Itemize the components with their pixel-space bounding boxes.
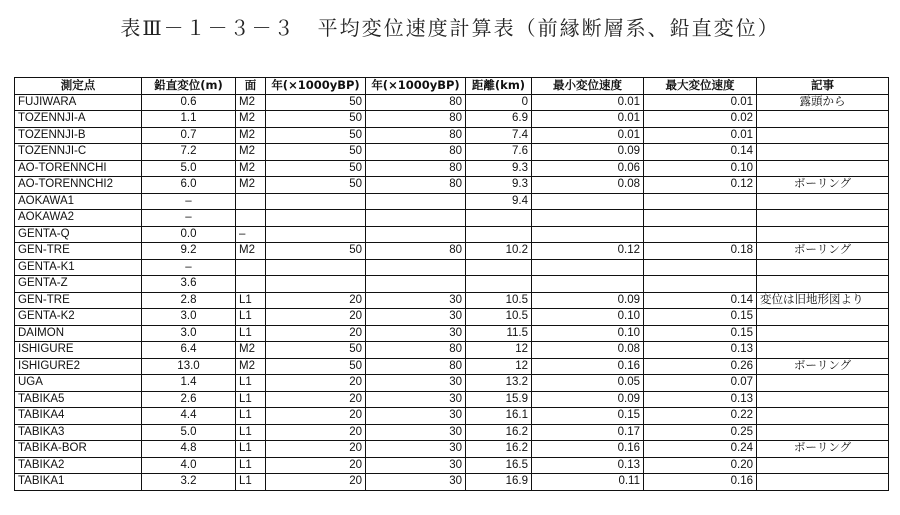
table-row — [15, 292, 889, 309]
cell-surface: M2 — [236, 243, 266, 260]
cell-distance: 16.5 — [466, 457, 532, 474]
cell-note — [757, 325, 889, 342]
cell-note: 露頭から — [757, 94, 889, 111]
cell-age-min: 20 — [266, 457, 366, 474]
cell-surface: L1 — [236, 424, 266, 441]
cell-age-min: 20 — [266, 408, 366, 425]
cell-age-max: 30 — [366, 424, 466, 441]
cell-min-rate: 0.12 — [532, 243, 644, 260]
cell-displacement: – — [142, 210, 236, 227]
cell-distance: 0 — [466, 94, 532, 111]
cell-distance: 9.3 — [466, 177, 532, 194]
cell-max-rate: 0.26 — [644, 358, 757, 375]
cell-age-min — [266, 193, 366, 210]
cell-displacement: – — [142, 193, 236, 210]
cell-surface: L1 — [236, 474, 266, 491]
cell-distance — [466, 210, 532, 227]
cell-surface: M2 — [236, 127, 266, 144]
cell-max-rate — [644, 226, 757, 243]
table-row — [15, 111, 889, 128]
cell-note — [757, 391, 889, 408]
cell-age-max: 80 — [366, 358, 466, 375]
cell-displacement: 1.4 — [142, 375, 236, 392]
cell-surface — [236, 276, 266, 293]
cell-displacement: 0.6 — [142, 94, 236, 111]
table-row — [15, 309, 889, 326]
table-header-row — [15, 78, 889, 95]
cell-point: TABIKA5 — [15, 391, 142, 408]
cell-min-rate: 0.05 — [532, 375, 644, 392]
cell-point: TABIKA-BOR — [15, 441, 142, 458]
cell-age-max: 30 — [366, 441, 466, 458]
cell-note — [757, 111, 889, 128]
cell-note — [757, 408, 889, 425]
table-row — [15, 127, 889, 144]
table-row — [15, 375, 889, 392]
cell-note: ボーリング — [757, 243, 889, 260]
cell-point: GEN-TRE — [15, 243, 142, 260]
cell-age-max — [366, 193, 466, 210]
cell-point: GENTA-K1 — [15, 259, 142, 276]
cell-age-min — [266, 226, 366, 243]
cell-displacement: 4.4 — [142, 408, 236, 425]
table-row — [15, 391, 889, 408]
cell-displacement: 2.8 — [142, 292, 236, 309]
cell-distance — [466, 276, 532, 293]
cell-min-rate — [532, 226, 644, 243]
cell-min-rate: 0.16 — [532, 441, 644, 458]
cell-displacement: 5.0 — [142, 424, 236, 441]
cell-point: TABIKA4 — [15, 408, 142, 425]
cell-distance: 10.5 — [466, 309, 532, 326]
cell-surface: L1 — [236, 375, 266, 392]
cell-min-rate: 0.17 — [532, 424, 644, 441]
cell-displacement: 4.8 — [142, 441, 236, 458]
header-distance: 距離(km) — [466, 78, 532, 95]
cell-max-rate: 0.13 — [644, 342, 757, 359]
cell-age-max: 30 — [366, 391, 466, 408]
cell-displacement: 1.1 — [142, 111, 236, 128]
table-row — [15, 259, 889, 276]
cell-surface: M2 — [236, 177, 266, 194]
table-row — [15, 193, 889, 210]
cell-age-min — [266, 259, 366, 276]
cell-age-max: 30 — [366, 325, 466, 342]
header-age-max: 年(×1000yBP) — [366, 78, 466, 95]
cell-note — [757, 193, 889, 210]
cell-age-min: 20 — [266, 391, 366, 408]
cell-note — [757, 474, 889, 491]
cell-displacement: 9.2 — [142, 243, 236, 260]
page-title: 表Ⅲ－１－３－３ 平均変位速度計算表（前縁断層系、鉛直変位） — [120, 16, 780, 40]
cell-max-rate: 0.16 — [644, 474, 757, 491]
displacement-rate-table — [14, 77, 889, 491]
cell-age-min: 50 — [266, 177, 366, 194]
cell-max-rate: 0.07 — [644, 375, 757, 392]
cell-max-rate — [644, 193, 757, 210]
cell-max-rate: 0.15 — [644, 325, 757, 342]
cell-distance: 6.9 — [466, 111, 532, 128]
cell-max-rate — [644, 210, 757, 227]
table-row — [15, 226, 889, 243]
cell-distance: 10.5 — [466, 292, 532, 309]
table-row — [15, 358, 889, 375]
cell-age-max — [366, 276, 466, 293]
cell-surface: M2 — [236, 342, 266, 359]
cell-age-min: 20 — [266, 375, 366, 392]
cell-max-rate: 0.01 — [644, 127, 757, 144]
cell-note — [757, 210, 889, 227]
cell-displacement: 7.2 — [142, 144, 236, 161]
cell-displacement: 4.0 — [142, 457, 236, 474]
cell-min-rate — [532, 276, 644, 293]
cell-note — [757, 424, 889, 441]
cell-displacement: – — [142, 259, 236, 276]
cell-max-rate: 0.12 — [644, 177, 757, 194]
cell-point: TABIKA1 — [15, 474, 142, 491]
cell-max-rate — [644, 276, 757, 293]
cell-note: ボーリング — [757, 177, 889, 194]
cell-point: DAIMON — [15, 325, 142, 342]
cell-distance: 7.4 — [466, 127, 532, 144]
cell-min-rate: 0.10 — [532, 309, 644, 326]
cell-max-rate: 0.10 — [644, 160, 757, 177]
cell-distance: 16.9 — [466, 474, 532, 491]
cell-surface: M2 — [236, 144, 266, 161]
cell-point: ISHIGURE — [15, 342, 142, 359]
cell-age-min: 50 — [266, 358, 366, 375]
header-measurement-point: 測定点 — [15, 78, 142, 95]
table-row — [15, 424, 889, 441]
cell-distance: 9.3 — [466, 160, 532, 177]
cell-age-min: 20 — [266, 309, 366, 326]
cell-note — [757, 457, 889, 474]
cell-age-max: 30 — [366, 292, 466, 309]
cell-note — [757, 144, 889, 161]
cell-point: GEN-TRE — [15, 292, 142, 309]
cell-min-rate: 0.15 — [532, 408, 644, 425]
cell-displacement: 3.6 — [142, 276, 236, 293]
cell-distance: 13.2 — [466, 375, 532, 392]
table-row — [15, 441, 889, 458]
cell-min-rate: 0.16 — [532, 358, 644, 375]
cell-max-rate: 0.13 — [644, 391, 757, 408]
cell-age-max: 80 — [366, 127, 466, 144]
cell-displacement: 2.6 — [142, 391, 236, 408]
table-row — [15, 210, 889, 227]
cell-age-max — [366, 259, 466, 276]
cell-surface: – — [236, 226, 266, 243]
table-row — [15, 474, 889, 491]
cell-distance: 11.5 — [466, 325, 532, 342]
table-row — [15, 408, 889, 425]
cell-note — [757, 309, 889, 326]
cell-note — [757, 342, 889, 359]
cell-distance: 15.9 — [466, 391, 532, 408]
cell-min-rate: 0.13 — [532, 457, 644, 474]
cell-age-max — [366, 226, 466, 243]
cell-surface — [236, 193, 266, 210]
cell-surface: M2 — [236, 358, 266, 375]
cell-age-min: 20 — [266, 292, 366, 309]
cell-note — [757, 127, 889, 144]
cell-age-min — [266, 210, 366, 227]
cell-age-max: 30 — [366, 309, 466, 326]
cell-max-rate: 0.02 — [644, 111, 757, 128]
header-vertical-displacement: 鉛直変位(m) — [142, 78, 236, 95]
cell-note — [757, 375, 889, 392]
cell-min-rate: 0.08 — [532, 342, 644, 359]
cell-displacement: 5.0 — [142, 160, 236, 177]
cell-distance: 16.2 — [466, 424, 532, 441]
cell-max-rate: 0.22 — [644, 408, 757, 425]
cell-surface: L1 — [236, 457, 266, 474]
cell-min-rate — [532, 259, 644, 276]
cell-min-rate: 0.08 — [532, 177, 644, 194]
cell-note — [757, 259, 889, 276]
cell-age-max: 80 — [366, 111, 466, 128]
cell-max-rate — [644, 259, 757, 276]
cell-point: AO-TORENNCHI2 — [15, 177, 142, 194]
cell-min-rate: 0.01 — [532, 127, 644, 144]
cell-point: TABIKA2 — [15, 457, 142, 474]
cell-point: GENTA-K2 — [15, 309, 142, 326]
cell-note: ボーリング — [757, 358, 889, 375]
table-body — [15, 94, 889, 490]
cell-max-rate: 0.01 — [644, 94, 757, 111]
cell-point: ISHIGURE2 — [15, 358, 142, 375]
cell-age-min: 50 — [266, 94, 366, 111]
cell-displacement: 3.0 — [142, 309, 236, 326]
cell-max-rate: 0.15 — [644, 309, 757, 326]
cell-note — [757, 226, 889, 243]
cell-age-max: 80 — [366, 177, 466, 194]
cell-point: GENTA-Z — [15, 276, 142, 293]
cell-age-min: 20 — [266, 474, 366, 491]
cell-note — [757, 160, 889, 177]
cell-distance: 16.2 — [466, 441, 532, 458]
cell-age-min: 50 — [266, 160, 366, 177]
table-row — [15, 160, 889, 177]
cell-age-min — [266, 276, 366, 293]
cell-distance: 12 — [466, 358, 532, 375]
cell-note — [757, 276, 889, 293]
cell-surface — [236, 210, 266, 227]
cell-max-rate: 0.14 — [644, 144, 757, 161]
cell-age-max: 80 — [366, 160, 466, 177]
cell-age-max: 30 — [366, 375, 466, 392]
cell-max-rate: 0.14 — [644, 292, 757, 309]
cell-min-rate: 0.09 — [532, 391, 644, 408]
cell-min-rate: 0.01 — [532, 111, 644, 128]
cell-age-min: 50 — [266, 111, 366, 128]
header-notes: 記事 — [757, 78, 889, 95]
cell-surface — [236, 259, 266, 276]
cell-age-max: 80 — [366, 94, 466, 111]
cell-displacement: 6.4 — [142, 342, 236, 359]
cell-distance: 16.1 — [466, 408, 532, 425]
cell-age-max: 30 — [366, 408, 466, 425]
cell-surface: L1 — [236, 391, 266, 408]
cell-distance: 10.2 — [466, 243, 532, 260]
cell-surface: L1 — [236, 325, 266, 342]
cell-min-rate: 0.06 — [532, 160, 644, 177]
header-age-min: 年(×1000yBP) — [266, 78, 366, 95]
cell-point: AOKAWA1 — [15, 193, 142, 210]
cell-min-rate: 0.11 — [532, 474, 644, 491]
cell-age-max: 30 — [366, 474, 466, 491]
cell-distance: 12 — [466, 342, 532, 359]
cell-surface: L1 — [236, 441, 266, 458]
cell-age-min: 50 — [266, 243, 366, 260]
table-row — [15, 457, 889, 474]
cell-age-min: 20 — [266, 441, 366, 458]
cell-max-rate: 0.25 — [644, 424, 757, 441]
cell-note: 変位は旧地形図より — [757, 292, 889, 309]
cell-age-max: 80 — [366, 342, 466, 359]
table-row — [15, 325, 889, 342]
cell-note: ボーリング — [757, 441, 889, 458]
cell-age-max: 80 — [366, 144, 466, 161]
cell-surface: L1 — [236, 408, 266, 425]
cell-distance — [466, 259, 532, 276]
cell-age-min: 50 — [266, 127, 366, 144]
cell-displacement: 0.7 — [142, 127, 236, 144]
cell-point: UGA — [15, 375, 142, 392]
cell-displacement: 13.0 — [142, 358, 236, 375]
cell-surface: M2 — [236, 94, 266, 111]
cell-displacement: 0.0 — [142, 226, 236, 243]
cell-min-rate — [532, 193, 644, 210]
cell-displacement: 3.2 — [142, 474, 236, 491]
cell-max-rate: 0.20 — [644, 457, 757, 474]
header-max-rate: 最大変位速度 — [644, 78, 757, 95]
cell-age-max: 30 — [366, 457, 466, 474]
cell-min-rate: 0.01 — [532, 94, 644, 111]
cell-point: GENTA-Q — [15, 226, 142, 243]
cell-surface: M2 — [236, 160, 266, 177]
cell-point: TOZENNJI-C — [15, 144, 142, 161]
cell-max-rate: 0.18 — [644, 243, 757, 260]
cell-displacement: 6.0 — [142, 177, 236, 194]
header-surface: 面 — [236, 78, 266, 95]
cell-min-rate: 0.09 — [532, 292, 644, 309]
cell-point: AO-TORENNCHI — [15, 160, 142, 177]
cell-displacement: 3.0 — [142, 325, 236, 342]
cell-distance: 7.6 — [466, 144, 532, 161]
cell-age-min: 20 — [266, 325, 366, 342]
cell-age-max: 80 — [366, 243, 466, 260]
table-row — [15, 276, 889, 293]
cell-distance — [466, 226, 532, 243]
cell-age-max — [366, 210, 466, 227]
cell-point: TABIKA3 — [15, 424, 142, 441]
cell-surface: M2 — [236, 111, 266, 128]
cell-distance: 9.4 — [466, 193, 532, 210]
cell-age-min: 50 — [266, 144, 366, 161]
cell-point: AOKAWA2 — [15, 210, 142, 227]
table-row — [15, 94, 889, 111]
cell-age-min: 20 — [266, 424, 366, 441]
cell-age-min: 50 — [266, 342, 366, 359]
table-row — [15, 243, 889, 260]
cell-surface: L1 — [236, 292, 266, 309]
table-row — [15, 342, 889, 359]
cell-min-rate: 0.10 — [532, 325, 644, 342]
header-min-rate: 最小変位速度 — [532, 78, 644, 95]
cell-min-rate: 0.09 — [532, 144, 644, 161]
cell-min-rate — [532, 210, 644, 227]
table-row — [15, 177, 889, 194]
cell-point: TOZENNJI-B — [15, 127, 142, 144]
cell-point: TOZENNJI-A — [15, 111, 142, 128]
cell-point: FUJIWARA — [15, 94, 142, 111]
table-row — [15, 144, 889, 161]
cell-max-rate: 0.24 — [644, 441, 757, 458]
cell-surface: L1 — [236, 309, 266, 326]
